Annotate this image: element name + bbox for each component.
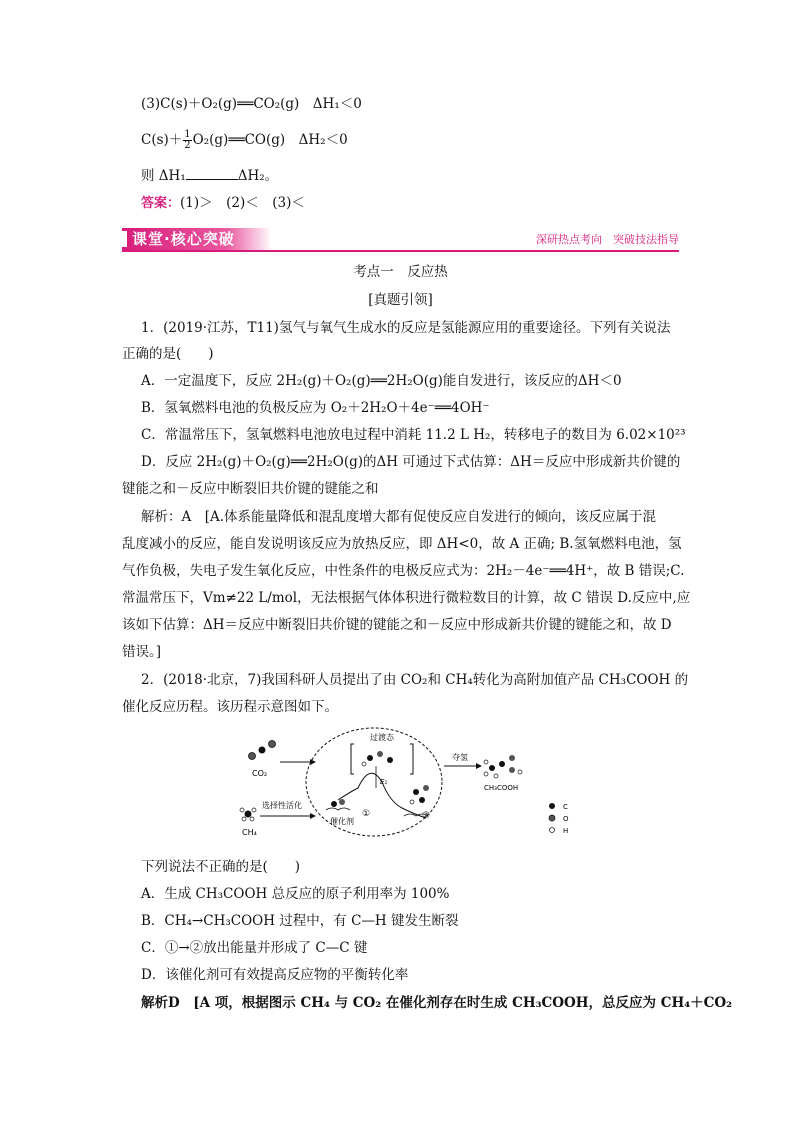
q1-option-d-line2: 键能之和－反应中断裂旧共价键的键能之和 xyxy=(122,481,379,497)
co2-molecule xyxy=(249,741,276,760)
q1-analysis-line3: 气作负极，失电子发生氧化反应，中性条件的电极反应式为：2H₂－4e⁻══4H⁺，故 B 错误;C. xyxy=(122,563,685,579)
q1-option-a: A．一定温度下，反应 2H₂(g)＋O₂(g)══2H₂O(g)能自发进行，该反应的ΔH＜0 xyxy=(141,373,622,389)
section-title: 考点一 反应热 xyxy=(353,264,448,280)
selective-activation-label: 选择性活化 xyxy=(262,801,302,810)
reaction-diagram xyxy=(230,722,590,842)
eq3-line1: (3)C(s)＋O₂(g)══CO₂(g) ΔH₁＜0 xyxy=(141,96,362,112)
q2-option-c: C．①→②放出能量并形成了 C—C 键 xyxy=(141,940,368,956)
catalyst-surface xyxy=(326,799,350,810)
q1-option-d-line1: D．反应 2H₂(g)＋O₂(g)══2H₂O(g)的ΔH 可通过下式估算：ΔH＝反应中形成新共价键的 xyxy=(141,454,681,470)
compare-line xyxy=(141,166,278,186)
compare-prefix: 则 ΔH₁ xyxy=(141,168,186,184)
capture-h-label: 夺氢 xyxy=(452,753,468,762)
compare-suffix: ΔH₂。 xyxy=(237,168,279,184)
q2-option-d: D．该催化剂可有效提高反应物的平衡转化率 xyxy=(141,967,409,983)
answer-line xyxy=(141,193,305,214)
banner-mark xyxy=(122,231,127,247)
answer-blank[interactable] xyxy=(186,166,238,180)
banner-title: 课堂·核心突破 xyxy=(132,230,235,248)
q1-option-b: B．氢氧燃料电池的负极反应为 O₂＋2H₂O＋4e⁻══4OH⁻ xyxy=(141,400,490,416)
q1-stem-line2: 正确的是( ) xyxy=(122,346,214,362)
half-fraction xyxy=(183,130,191,151)
co2-label: CO₂ xyxy=(252,769,268,778)
legend-h-dot xyxy=(550,828,555,833)
product-label: CH₃COOH xyxy=(484,784,519,792)
catalyst-label: 催化剂 xyxy=(330,817,354,826)
q2-analysis-line1: 解析D [A 项，根据图示 CH₄ 与 CO₂ 在催化剂存在时生成 CH₃COOH，总反应为 CH₄＋CO₂ xyxy=(141,995,733,1011)
transition-label: 过渡态 xyxy=(370,733,394,742)
q1-analysis-line4: 常温常压下，Vm≠22 L/mol，无法根据气体体积进行微粒数目的计算，故 C 错误 D.反应中,应 xyxy=(122,590,691,606)
transition-bracket-right xyxy=(410,744,413,774)
q1-analysis-line2: 乱度减小的反应，能自发说明该反应为放热反应，即 ΔH<0，故 A 正确; B.氢氧燃料电池，氢 xyxy=(122,536,682,552)
banner-subtitle: 深研热点考向 突破技法指导 xyxy=(536,233,679,246)
frac-num: 1 xyxy=(184,129,191,140)
legend-o-label: O xyxy=(563,815,569,823)
answer-text: (1)＞ (2)＜ (3)＜ xyxy=(180,195,305,211)
q1-option-c: C．常温常压下，氢氧燃料电池放电过程中消耗 11.2 L H₂，转移电子的数目为 6.02×10²³ xyxy=(141,427,686,443)
frac-den: 2 xyxy=(184,140,191,151)
q2-stem-line2: 催化反应历程。该历程示意图如下。 xyxy=(122,699,338,715)
legend-c-dot xyxy=(549,803,555,809)
ch4-arrowhead xyxy=(310,813,316,819)
section-subtitle: [真题引领] xyxy=(368,292,433,308)
q1-analysis-line1: 解析：A [A.体系能量降低和混乱度增大都有促使反应自发进行的倾向，该反应属于混 xyxy=(141,509,657,525)
ch4-label: CH₄ xyxy=(242,828,257,837)
e1-label: E₁ xyxy=(380,778,388,786)
q2-stem-line1: 2．(2018·北京，7)我国科研人员提出了由 CO₂和 CH₄转化为高附加值产品 CH₃COOH 的 xyxy=(141,672,689,688)
q1-analysis-line5: 该如下估算：ΔH＝反应中断裂旧共价键的键能之和－反应中形成新共价键的键能之和，故 D xyxy=(122,617,672,633)
legend-c-label: C xyxy=(563,803,568,811)
capture-arrowhead xyxy=(476,763,482,769)
step2-label: ② xyxy=(422,811,431,821)
transition-bracket-left xyxy=(351,744,354,774)
q2-question: 下列说法不正确的是( ) xyxy=(141,859,301,875)
legend-o-dot xyxy=(549,815,555,821)
transition-molecule xyxy=(362,751,393,766)
q1-stem-line1: 1．(2019·江苏，T11)氢气与氧气生成水的反应是氢能源应用的重要途径。下列有关说法 xyxy=(141,320,671,336)
eq3-line2 xyxy=(141,130,348,151)
product-molecule xyxy=(484,755,522,778)
q1-analysis-line6: 错误。] xyxy=(122,644,162,660)
q2-option-a: A．生成 CH₃COOH 总反应的原子利用率为 100% xyxy=(141,886,450,902)
eq3-line2-suffix: O₂(g)══CO(g) ΔH₂＜0 xyxy=(192,132,348,148)
step1-label: ① xyxy=(362,809,371,819)
banner-tag xyxy=(122,228,272,250)
legend-h-label: H xyxy=(563,827,569,835)
answer-label: 答案： xyxy=(141,196,181,211)
q2-option-b: B．CH₄→CH₃COOH 过程中，有 C—H 键发生断裂 xyxy=(141,913,459,929)
ch4-molecule xyxy=(240,808,256,821)
section-banner xyxy=(122,228,679,252)
eq3-line2-prefix: C(s)＋ xyxy=(141,132,183,148)
co2-arrowhead xyxy=(310,759,316,765)
